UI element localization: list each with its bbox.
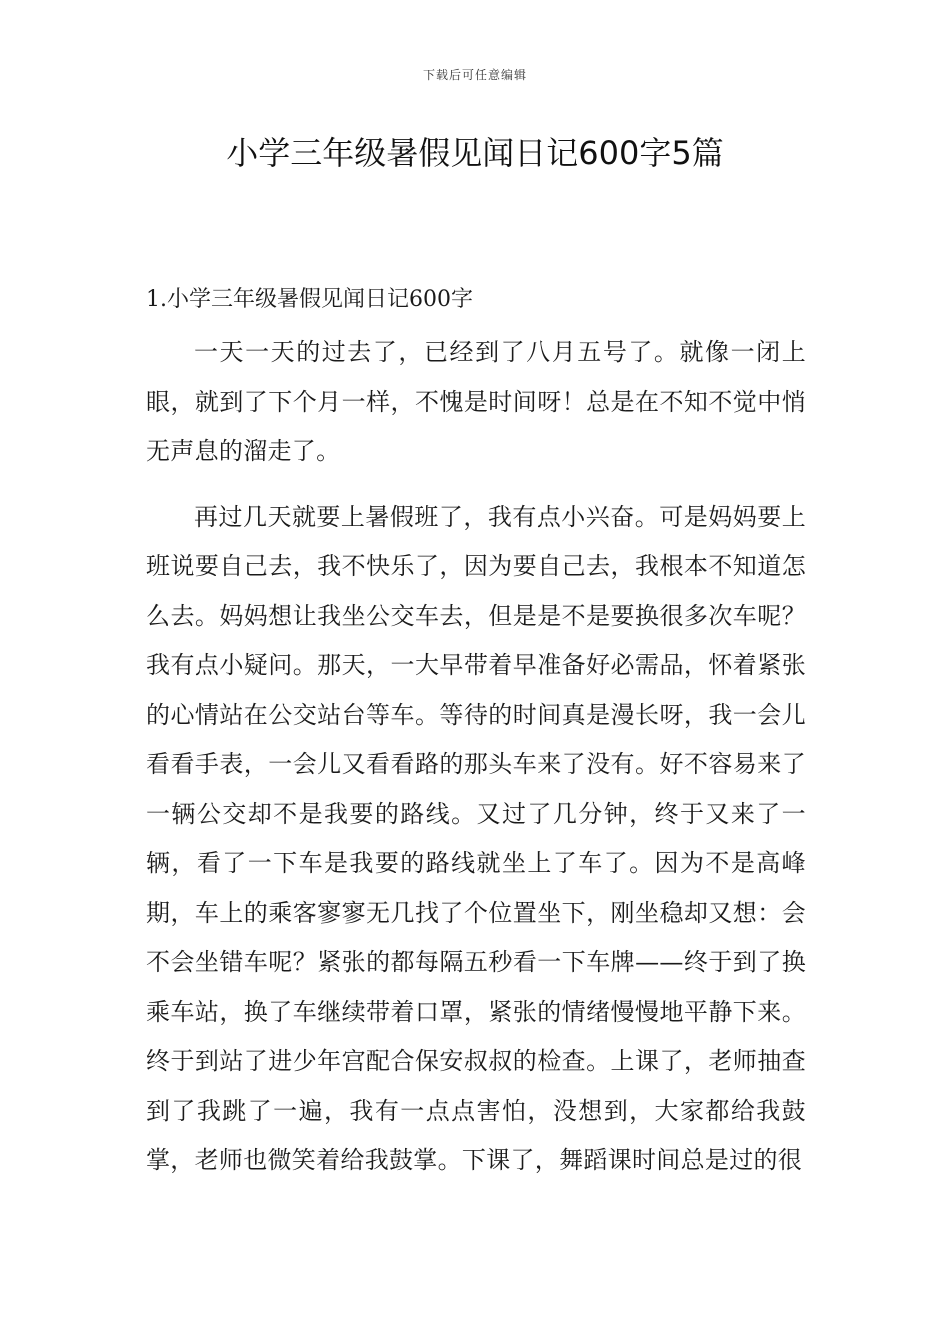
document-body bbox=[146, 282, 806, 1186]
paragraph: 再过几天就要上暑假班了，我有点小兴奋。可是妈妈要上班说要自己去，我不快乐了，因为要自己去，我根本不知道怎么去。妈妈想让我坐公交车去，但是是不是要换很多次车呢？我有点小疑问。那天，一大早带着早准备好必需品，怀着紧张的心情站在公交站台等车。等待的时间真是漫长呀，我一会儿看看手表，一会儿又看看路的那头车来了没有。好不容易来了一辆公交却不是我要的路线。又过了几分钟，终于又来了一辆，看了一下车是我要的路线就坐上了车了。因为不是高峰期，车上的乘客寥寥无几找了个位置坐下，刚坐稳却又想：会不会坐错车呢？紧张的都每隔五秒看一下车牌——终于到了换乘车站，换了车继续带着口罩，紧张的情绪慢慢地平静下来。终于到站了进少年宫配合保安叔叔的检查。上课了，老师抽查到了我跳了一遍，我有一点点害怕，没想到，大家都给我鼓掌，老师也微笑着给我鼓掌。下课了，舞蹈课时间总是过的很 bbox=[146, 502, 806, 1174]
paragraph: 一天一天的过去了，已经到了八月五号了。就像一闭上眼，就到了下个月一样，不愧是时间呀！总是在不知不觉中悄无声息的溜走了。 bbox=[146, 338, 806, 465]
section-heading: 1.小学三年级暑假见闻日记600字 bbox=[146, 287, 473, 312]
header-note: 下载后可任意编辑 bbox=[422, 68, 527, 82]
document-title: 小学三年级暑假见闻日记600字5篇 bbox=[226, 134, 724, 172]
